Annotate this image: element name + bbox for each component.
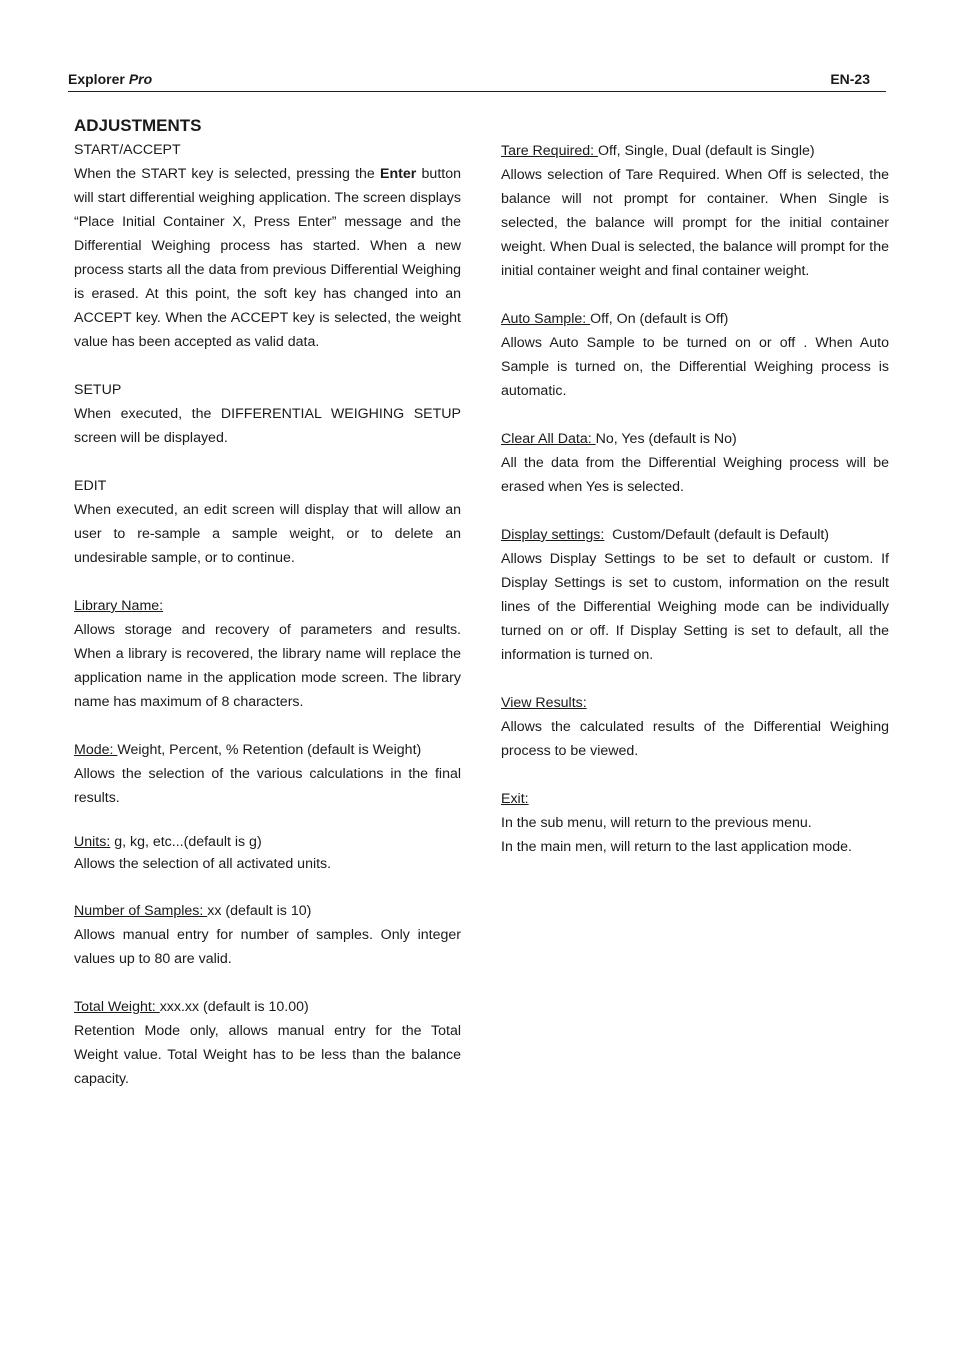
display-settings-options: Custom/Default (default is Default) xyxy=(604,527,830,543)
setup-text: When executed, the DIFFERENTIAL WEIGHING SETUP screen will be displayed. xyxy=(74,406,461,446)
setup-section xyxy=(74,378,461,450)
units-label: Units: xyxy=(74,834,111,850)
auto-sample-title xyxy=(501,307,889,331)
units-text: Allows the selection of all activated units. xyxy=(74,856,332,872)
view-results-text: Allows the calculated results of the Differential Weighing process to be viewed. xyxy=(501,719,889,759)
section-heading: ADJUSTMENTS xyxy=(74,116,202,135)
left-column xyxy=(74,114,461,1115)
display-settings-text: Allows Display Settings to be set to default or custom. If Display Settings is set to custom, information on the result lines of the Differential Weighing mode can be individually turned on or off. If Display Setting is set to default, all the information is turned on. xyxy=(501,551,889,663)
exit-section xyxy=(501,787,889,859)
mode-text: Allows the selection of the various calculations in the final results. xyxy=(74,766,461,806)
clear-all-data-title xyxy=(501,427,889,451)
mode-label: Mode: xyxy=(74,742,118,758)
edit-text: When executed, an edit screen will display that will allow an user to re-sample a sample weight, or to delete an undesirable sample, or to continue. xyxy=(74,502,461,566)
total-weight-text: Retention Mode only, allows manual entry for the Total Weight value. Total Weight has to be less than the balance capacity. xyxy=(74,1023,461,1087)
library-name-label: Library Name: xyxy=(74,598,164,614)
enter-key-label: Enter xyxy=(380,166,417,182)
start-accept-text: When the START key is selected, pressing the Enter button will start differential weighing application. The screen displays “Place Initial Container X, Press Enter” message and the Differential Weighing process has started. When a new process starts all the data from previous Differential Weighing is erased. At this point, the soft key has changed into an ACCEPT key. When the ACCEPT key is selected, the weight value has been accepted as valid data. xyxy=(74,166,461,350)
number-of-samples-text: Allows manual entry for number of samples. Only integer values up to 80 are valid. xyxy=(74,927,461,967)
exit-title xyxy=(501,787,889,811)
page-number: EN-23 xyxy=(830,71,870,87)
tare-required-text: Allows selection of Tare Required. When Off is selected, the balance will not prompt for container. When Single is selected, the balance will prompt for the initial container weight. When Dual is selected, the balance will prompt for the initial container weight and final container weight. xyxy=(501,167,889,279)
exit-text-line1: In the sub menu, will return to the previous menu. xyxy=(501,815,812,831)
total-weight-title xyxy=(74,995,461,1019)
mode-section xyxy=(74,738,461,810)
edit-section xyxy=(74,474,461,570)
display-settings-section xyxy=(501,523,889,667)
auto-sample-text: Allows Auto Sample to be turned on or off . When Auto Sample is turned on, the Differential Weighing process is automatic. xyxy=(501,335,889,399)
exit-text-line2: In the main men, will return to the last application mode. xyxy=(501,839,852,855)
units-options: g, kg, etc...(default is g) xyxy=(110,834,262,850)
brand-model: Pro xyxy=(128,71,153,87)
start-accept-title: START/ACCEPT xyxy=(74,142,181,158)
exit-label: Exit: xyxy=(501,791,529,807)
library-name-section xyxy=(74,594,461,714)
mode-options: Weight, Percent, % Retention (default is Weight) xyxy=(117,742,422,758)
auto-sample-options: Off, On (default is Off) xyxy=(590,311,729,327)
display-settings-title xyxy=(501,523,889,547)
auto-sample-label: Auto Sample: xyxy=(501,311,591,327)
library-name-text: Allows storage and recovery of parameters and results. When a library is recovered, the library name will replace the application name in the application mode screen. The library name has maximum of 8 characters. xyxy=(74,622,461,710)
start-accept-section xyxy=(74,138,461,354)
manual-title xyxy=(68,71,152,87)
units-section xyxy=(74,831,461,875)
number-of-samples-title xyxy=(74,899,461,923)
total-weight-label: Total Weight: xyxy=(74,999,160,1015)
right-column xyxy=(501,139,889,883)
setup-title: SETUP xyxy=(74,382,122,398)
number-of-samples-options: xx (default is 10) xyxy=(207,903,312,919)
view-results-title xyxy=(501,691,889,715)
units-title xyxy=(74,831,461,853)
brand-name: Explorer xyxy=(68,71,125,87)
number-of-samples-section xyxy=(74,899,461,971)
tare-required-section xyxy=(501,139,889,283)
view-results-section xyxy=(501,691,889,763)
auto-sample-section xyxy=(501,307,889,403)
view-results-label: View Results: xyxy=(501,695,587,711)
page-header xyxy=(68,69,886,92)
display-settings-label: Display settings: xyxy=(501,527,605,543)
number-of-samples-label: Number of Samples: xyxy=(74,903,208,919)
clear-all-data-label: Clear All Data: xyxy=(501,431,596,447)
tare-required-label: Tare Required: xyxy=(501,143,598,159)
clear-all-data-section xyxy=(501,427,889,499)
total-weight-section xyxy=(74,995,461,1091)
edit-title: EDIT xyxy=(74,478,107,494)
clear-all-data-options: No, Yes (default is No) xyxy=(595,431,737,447)
tare-required-options: Off, Single, Dual (default is Single) xyxy=(598,143,815,159)
mode-title xyxy=(74,738,461,762)
total-weight-options: xxx.xx (default is 10.00) xyxy=(159,999,309,1015)
tare-required-title xyxy=(501,139,889,163)
library-name-title xyxy=(74,594,461,618)
clear-all-data-text: All the data from the Differential Weighing process will be erased when Yes is selected. xyxy=(501,455,889,495)
